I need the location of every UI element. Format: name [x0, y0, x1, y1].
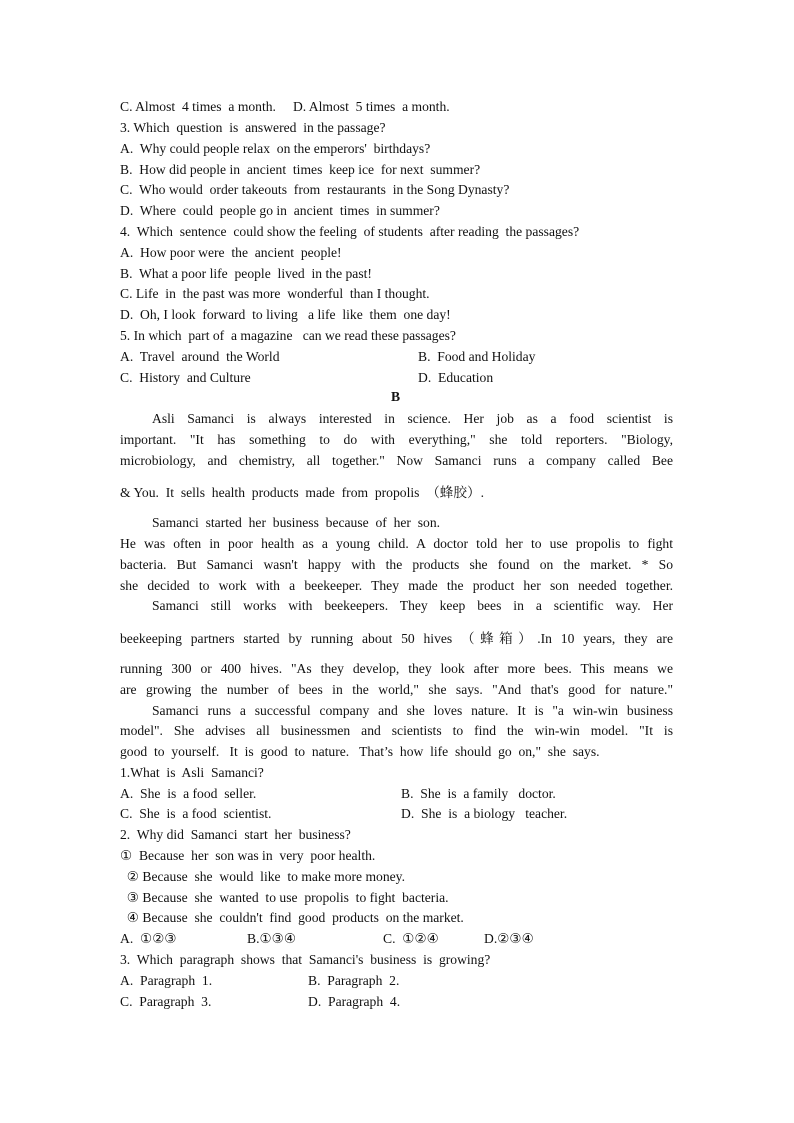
p1-line-3: microbiology, and chemistry, all together." Now Samanci runs a company called Bee [120, 453, 673, 468]
b-q1-stem: 1.What is Asli Samanci? [120, 765, 264, 780]
p3-line-4: are growing the number of bees in the world," she says. "And that's good for nature." [120, 682, 673, 697]
b-q3-option-a: A. Paragraph 1. [120, 973, 213, 988]
b-q1-option-b: B. She is a family doctor. [401, 786, 556, 801]
a-q3-stem: 3. Which question is answered in the passage? [120, 120, 386, 135]
b-q2-option-a: A. ①②③ [120, 931, 177, 946]
p2-line-2: He was often in poor health as a young child. A doctor told her to use propolis to fight [120, 536, 673, 551]
a-q5-stem: 5. In which part of a magazine can we read these passages? [120, 328, 456, 343]
p2-line-4: she decided to work with a beekeeper. They made the product her son needed together. [120, 578, 673, 593]
section-heading: B [391, 389, 401, 404]
b-q2-option-c: C. ①②④ [383, 931, 439, 946]
b-q1-option-d: D. She is a biology teacher. [401, 806, 568, 821]
a-q4-option-d: D. Oh, I look forward to living a life like them one day! [120, 307, 451, 322]
b-q1-option-a: A. She is a food seller. [120, 786, 257, 801]
p2-line-3: bacteria. But Samanci wasn't happy with the products she found on the market. * So [120, 557, 673, 572]
b-q3-stem: 3. Which paragraph shows that Samanci's business is growing? [120, 952, 491, 967]
a-q3-option-d: D. Where could people go in ancient times in summer? [120, 203, 440, 218]
b-q3-option-d: D. Paragraph 4. [308, 994, 401, 1009]
p3-line-1: Samanci still works with beekeepers. They keep bees in a scientific way. Her [152, 598, 673, 613]
a-q5-option-c: C. History and Culture [120, 370, 251, 385]
a-q3-option-c: C. Who would order takeouts from restaurants in the Song Dynasty? [120, 182, 510, 197]
p1-line-1: Asli Samanci is always interested in science. Her job as a food scientist is [152, 411, 673, 426]
b-q2-stem: 2. Why did Samanci start her business? [120, 827, 351, 842]
b-q2-statement-1: ① Because her son was in very poor health. [120, 848, 376, 863]
p1-line-4: & You. It sells health products made from propolis （蜂胶）. [120, 485, 484, 500]
a-q3-option-a: A. Why could people relax on the emperors' birthdays? [120, 141, 431, 156]
a-q5-option-d: D. Education [418, 370, 494, 385]
q2-options-cd: C. Almost 4 times a month. D. Almost 5 times a month. [120, 99, 450, 114]
a-q4-stem: 4. Which sentence could show the feeling of students after reading the passages? [120, 224, 580, 239]
a-q5-option-b: B. Food and Holiday [418, 349, 536, 364]
b-q2-option-b: B.①③④ [247, 931, 297, 946]
p3-line-3: running 300 or 400 hives. "As they develop, they look after more bees. This means we [120, 661, 673, 676]
a-q4-option-b: B. What a poor life people lived in the past! [120, 266, 372, 281]
b-q3-option-c: C. Paragraph 3. [120, 994, 212, 1009]
b-q3-option-b: B. Paragraph 2. [308, 973, 400, 988]
b-q2-statement-3: ③ Because she wanted to use propolis to fight bacteria. [120, 890, 449, 905]
b-q2-statement-4: ④ Because she couldn't find good products on the market. [120, 910, 464, 925]
b-q1-option-c: C. She is a food scientist. [120, 806, 272, 821]
p3-line-2: beekeeping partners started by running about 50 hives （蜂箱）.In 10 years, they are [120, 631, 673, 646]
a-q3-option-b: B. How did people in ancient times keep ice for next summer? [120, 162, 481, 177]
a-q4-option-c: C. Life in the past was more wonderful than I thought. [120, 286, 430, 301]
b-q2-option-d: D.②③④ [484, 931, 534, 946]
p4-line-3: good to yourself. It is good to nature. That’s how life should go on," she says. [120, 744, 600, 759]
p4-line-2: model". She advises all businessmen and scientists to find the win-win model. "It is [120, 723, 673, 738]
p2-line-1: Samanci started her business because of her son. [152, 515, 441, 530]
p1-line-2: important. "It has something to do with everything," she told reporters. "Biology, [120, 432, 673, 447]
a-q5-option-a: A. Travel around the World [120, 349, 280, 364]
b-q2-statement-2: ② Because she would like to make more money. [120, 869, 405, 884]
a-q4-option-a: A. How poor were the ancient people! [120, 245, 342, 260]
p4-line-1: Samanci runs a successful company and she loves nature. It is "a win-win business [152, 703, 673, 718]
